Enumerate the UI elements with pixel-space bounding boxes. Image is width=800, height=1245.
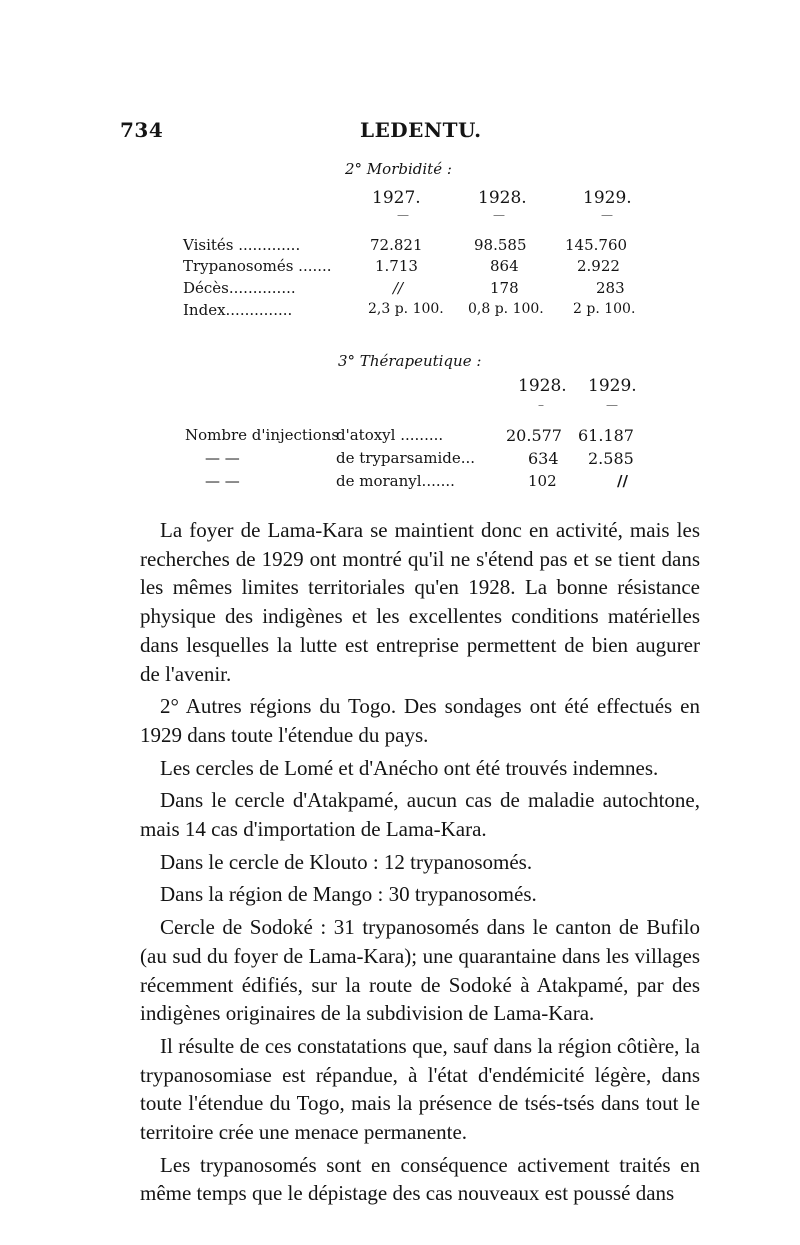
paragraph: La foyer de Lama-Kara se maintient donc en activité, mais les recherches de 1929 ont montré qu'il ne s'étend pas et se tient dans les mêmes limites territoriales qu'en 1928. La bonne résistance physique des indigènes et les excellentes conditions matérielles dans lesquelles la lutte est entreprise permettent de bien augurer de l'avenir. — [140, 518, 700, 686]
row-prefix: — — — [205, 472, 240, 490]
row-label: Trypanosomés ....... — [183, 257, 332, 275]
rule-dash: — — [606, 398, 618, 412]
paragraph: Il résulte de ces constatations que, sauf dans la région côtière, la trypanosomiase est répandue, à l'état d'endémicité légère, dans toute l'étendue du Togo, mais la présence de tsés-tsés dans tout le territoire crée une menace permanente. — [140, 1033, 700, 1145]
body-text — [140, 516, 700, 1208]
paragraph: Les trypanosomés sont en conséquence activement traités en même temps que le dépistage des cas nouveaux est poussé dans — [140, 1152, 700, 1206]
cell-value: 61.187 — [578, 426, 634, 445]
cell-value: 102 — [528, 472, 557, 490]
cell-value: 72.821 — [370, 236, 423, 254]
cell-value: 2.585 — [588, 449, 634, 468]
cell-value: 1.713 — [375, 257, 418, 275]
cell-value: 20.577 — [506, 426, 562, 445]
cell-value: 145.760 — [565, 236, 628, 254]
cell-value: 2 p. 100. — [573, 301, 636, 317]
paragraph: 2° Autres régions du Togo. Des sondages ont été effectués en 1929 dans toute l'étendue du pays. — [140, 694, 700, 747]
cell-value: 2,3 p. 100. — [368, 301, 444, 317]
page-number: 734 — [120, 118, 164, 142]
cell-value: 283 — [596, 279, 625, 297]
paragraph: Dans le cercle de Klouto : 12 trypanosomés. — [160, 849, 533, 874]
therapy-year-2: 1929. — [588, 376, 637, 396]
rule-dash: – — [538, 398, 544, 412]
cell-value: 2.922 — [577, 257, 620, 275]
row-label: Index.............. — [183, 301, 293, 319]
therapy-title: 3° Thérapeutique : — [338, 352, 482, 370]
cell-value: // — [617, 472, 628, 490]
row-prefix: — — — [205, 449, 240, 467]
row-label: de moranyl....... — [336, 472, 455, 490]
row-label: Visités ............. — [183, 236, 301, 254]
cell-value: 98.585 — [474, 236, 527, 254]
cell-value: // — [393, 279, 404, 297]
paragraph: Cercle de Sodoké : 31 trypanosomés dans le canton de Bufilo (au sud du foyer de Lama-Kara); une quarantaine dans les villages récemment édifiés, sur la route de Sodoké à Atakpamé, par des indigènes originaires de la subdivision de Lama-Kara. — [140, 915, 700, 1026]
row-label: Décès.............. — [183, 279, 296, 297]
rule-dash: — — [493, 208, 505, 222]
rule-dash: — — [601, 208, 613, 222]
morbidity-year-1: 1927. — [372, 188, 421, 208]
paragraph: Dans le cercle d'Atakpamé, aucun cas de maladie autochtone, mais 14 cas d'importation de Lama-Kara. — [140, 788, 700, 842]
cell-value: 178 — [490, 279, 519, 297]
therapy-year-1: 1928. — [518, 376, 567, 396]
morbidity-title: 2° Morbidité : — [345, 160, 452, 178]
row-label: d'atoxyl ......... — [336, 426, 444, 444]
cell-value: 634 — [528, 449, 559, 468]
row-label: de tryparsamide... — [336, 449, 476, 467]
cell-value: 864 — [490, 257, 519, 275]
morbidity-year-2: 1928. — [478, 188, 527, 208]
rule-dash: — — [397, 208, 409, 222]
cell-value: 0,8 p. 100. — [468, 301, 544, 317]
running-head: LEDENTU. — [360, 118, 482, 142]
paragraph: Les cercles de Lomé et d'Anécho ont été trouvés indemnes. — [160, 755, 659, 780]
row-prefix: Nombre d'injections — [185, 426, 340, 444]
morbidity-year-3: 1929. — [583, 188, 632, 208]
paragraph: Dans la région de Mango : 30 trypanosomés. — [160, 882, 537, 907]
